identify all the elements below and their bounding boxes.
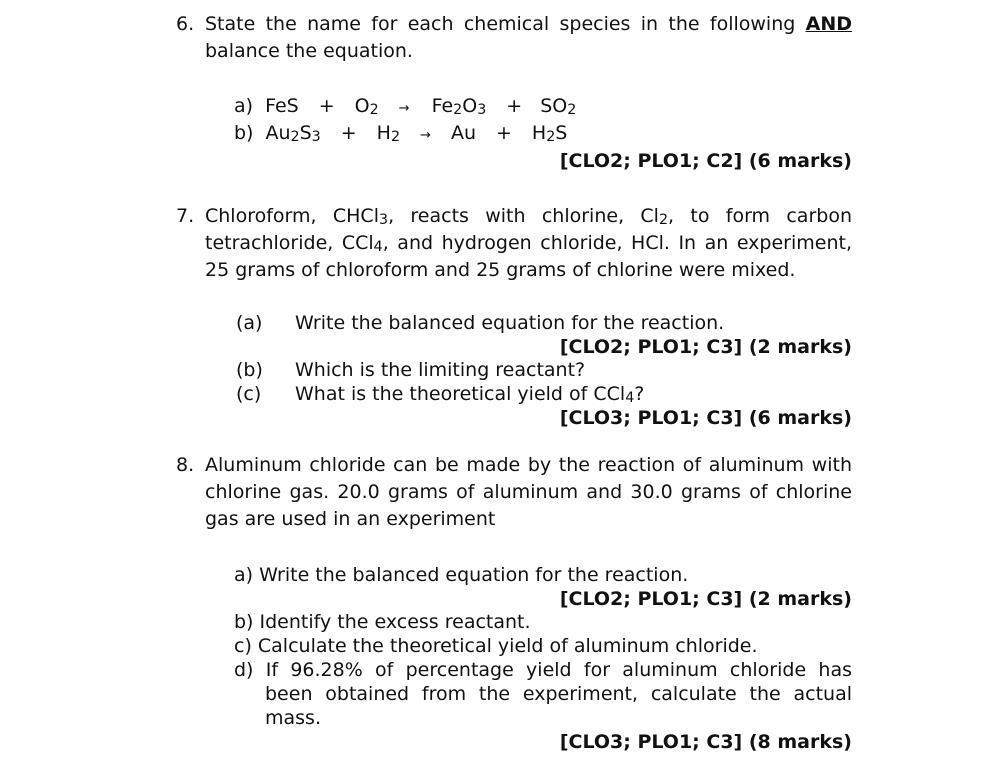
q7-number: 7. bbox=[176, 205, 195, 227]
eq-b-reactant-2: $H_2$ bbox=[376, 122, 401, 146]
arrow-icon: → bbox=[420, 128, 431, 143]
q7-line-1: Chloroform, CHCl$_3$, reacts with chlorine, $Cl_2$, to form carbon bbox=[205, 205, 852, 229]
q8-d-line-3: mass. bbox=[265, 707, 321, 729]
q7-c-label: (c) bbox=[236, 383, 262, 405]
q6-marks: [CLO2; PLO1; C2] (6 marks) bbox=[559, 150, 852, 172]
q8-number: 8. bbox=[176, 454, 195, 476]
q6-equation-a bbox=[234, 94, 576, 121]
eq-a-plus: + bbox=[318, 95, 335, 117]
q7-line-2: tetrachloride, CCl$_4$, and hydrogen chloride, HCl. In an experiment, bbox=[205, 232, 852, 256]
q8-c: c) Calculate the theoretical yield of aluminum chloride. bbox=[234, 635, 758, 657]
q7-bc-marks: [CLO3; PLO1; C3] (6 marks) bbox=[559, 407, 852, 429]
q8-b: b) Identify the excess reactant. bbox=[234, 611, 531, 633]
q6-number: 6. bbox=[176, 13, 195, 35]
eq-a-plus-2: + bbox=[506, 95, 523, 117]
q7-a-marks: [CLO2; PLO1; C3] (2 marks) bbox=[559, 336, 852, 358]
q8-d-line-1: d) If 96.28% of percentage yield for aluminum chloride has bbox=[234, 659, 852, 681]
q8-line-3: gas are used in an experiment bbox=[205, 508, 496, 530]
eq-a-reactant-1: FeS bbox=[265, 95, 299, 117]
eq-a-product-1: $Fe_2O_3$ bbox=[431, 95, 487, 119]
q6-equation-b bbox=[234, 121, 567, 148]
eq-a-label: a) bbox=[234, 95, 254, 117]
q7-c-text: What is the theoretical yield of CCl$_4$? bbox=[295, 383, 645, 407]
q8-a: a) Write the balanced equation for the reaction. bbox=[234, 564, 689, 586]
eq-b-product-2: $H_2S$ bbox=[531, 122, 568, 146]
q8-line-1: Aluminum chloride can be made by the reaction of aluminum with bbox=[205, 454, 852, 476]
q8-end-marks: [CLO3; PLO1; C3] (8 marks) bbox=[559, 731, 852, 753]
eq-b-plus: + bbox=[340, 122, 357, 144]
eq-b-reactant-1: $Au_2S_3$ bbox=[265, 122, 321, 146]
q6-line-1-text: State the name for each chemical species in the following bbox=[205, 13, 796, 35]
arrow-icon: → bbox=[398, 101, 410, 116]
q7-b-text: Which is the limiting reactant? bbox=[295, 359, 586, 381]
eq-a-reactant-2: $O_2$ bbox=[354, 95, 379, 119]
q7-b-label: (b) bbox=[236, 359, 263, 381]
eq-b-product-1: Au bbox=[450, 122, 476, 144]
q8-d-line-2: been obtained from the experiment, calculate the actual bbox=[265, 683, 852, 705]
eq-b-label: b) bbox=[234, 122, 254, 144]
q8-line-2: chlorine gas. 20.0 grams of aluminum and 30.0 grams of chlorine bbox=[205, 481, 852, 503]
eq-b-plus-2: + bbox=[496, 122, 512, 144]
q7-a-label: (a) bbox=[236, 312, 263, 334]
q6-line-1 bbox=[205, 12, 852, 36]
q7-line-3: 25 grams of chloroform and 25 grams of chlorine were mixed. bbox=[205, 259, 796, 281]
q6-line-2: balance the equation. bbox=[205, 40, 413, 62]
q6-and-emphasis: AND bbox=[805, 13, 852, 35]
eq-a-product-2: $SO_2$ bbox=[540, 95, 577, 119]
q8-a-marks: [CLO2; PLO1; C3] (2 marks) bbox=[559, 588, 852, 610]
q7-a-text: Write the balanced equation for the reaction. bbox=[295, 312, 725, 334]
